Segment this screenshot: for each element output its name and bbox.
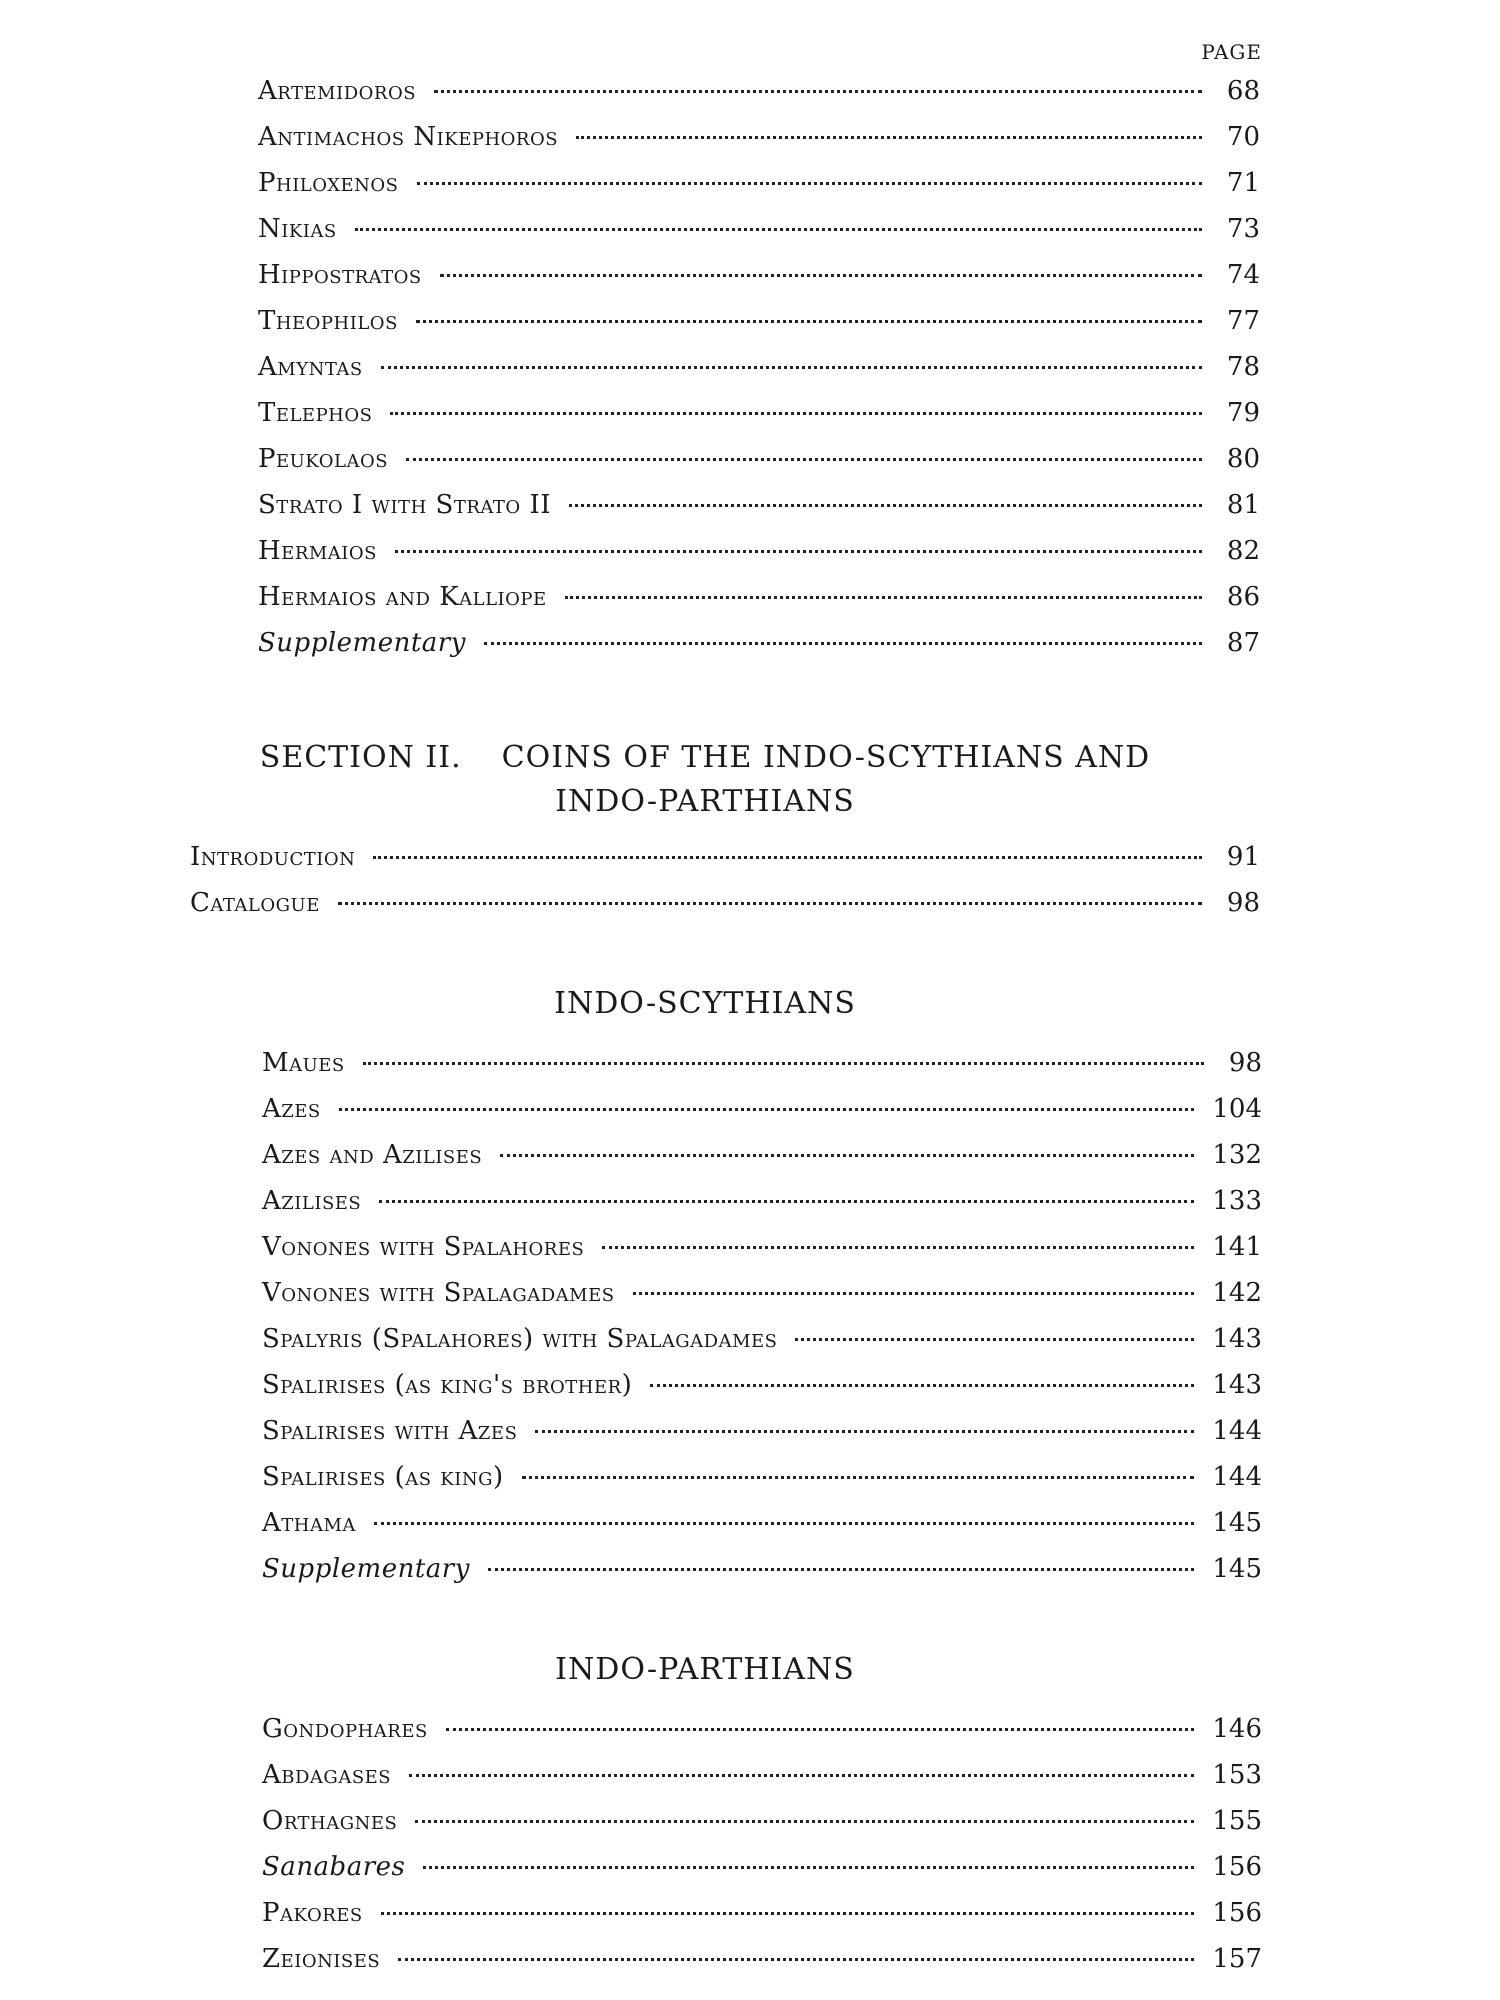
dot-leader xyxy=(488,1567,1194,1571)
dot-leader xyxy=(381,1911,1195,1915)
toc-entry-title: Theophilos xyxy=(258,306,398,336)
toc-entry xyxy=(262,1760,1262,1806)
toc-entry-title: Supplementary xyxy=(258,628,466,658)
toc-entry-title: Amyntas xyxy=(258,352,363,382)
toc-entry xyxy=(258,122,1260,168)
dot-leader xyxy=(363,1061,1204,1065)
page-column-header: PAGE xyxy=(1201,40,1262,64)
dot-leader xyxy=(381,365,1202,369)
toc-entry xyxy=(262,1416,1262,1462)
toc-entry-title: Maues xyxy=(262,1048,345,1078)
dot-leader xyxy=(440,273,1202,277)
toc-entry-title: Strato I with Strato II xyxy=(258,490,551,520)
toc-entry xyxy=(258,398,1260,444)
dot-leader xyxy=(522,1475,1195,1479)
toc-entry xyxy=(258,490,1260,536)
toc-entry xyxy=(262,1140,1262,1186)
toc-entry-title: Antimachos Nikephoros xyxy=(258,122,559,152)
dot-leader xyxy=(434,89,1202,93)
toc-entry xyxy=(258,260,1260,306)
dot-leader xyxy=(484,641,1202,645)
toc-entry-title: Peukolaos xyxy=(258,444,389,474)
toc-entry-title: Azes xyxy=(262,1094,321,1124)
toc-entry xyxy=(262,1462,1262,1508)
toc-entry xyxy=(258,168,1260,214)
toc-entry-title: Orthagnes xyxy=(262,1806,398,1836)
dot-leader xyxy=(633,1291,1195,1295)
toc-entry-title: Catalogue xyxy=(190,888,320,918)
table-of-contents xyxy=(0,76,1500,1990)
dot-leader xyxy=(446,1727,1195,1731)
toc-entry xyxy=(258,76,1260,122)
toc-entry-title: Athama xyxy=(262,1508,356,1538)
dot-leader xyxy=(406,457,1202,461)
toc-entry-page-number: 71 xyxy=(1226,168,1260,198)
toc-entry-title: Pakores xyxy=(262,1898,363,1928)
toc-entry-page-number: 68 xyxy=(1226,76,1260,106)
dot-leader xyxy=(379,1199,1194,1203)
toc-entry-title: Hermaios and Kalliope xyxy=(258,582,547,612)
toc-entry-title: Zeionises xyxy=(262,1944,381,1974)
toc-entry-title: Telephos xyxy=(258,398,373,428)
toc-entry-page-number: 82 xyxy=(1226,536,1260,566)
section2-title-line1: COINS OF THE INDO-SCYTHIANS AND xyxy=(501,740,1151,775)
toc-entry xyxy=(262,1508,1262,1554)
dot-leader xyxy=(569,503,1202,507)
toc-entry-page-number: 81 xyxy=(1226,490,1260,520)
toc-entry xyxy=(262,1714,1262,1760)
dot-leader xyxy=(535,1429,1194,1433)
toc-entry-page-number: 141 xyxy=(1212,1232,1262,1262)
toc-entry-page-number: 144 xyxy=(1212,1416,1262,1446)
toc-entry-page-number: 145 xyxy=(1212,1554,1262,1584)
section2-entries xyxy=(0,842,1500,934)
toc-entry-page-number: 145 xyxy=(1212,1508,1262,1538)
toc-entry xyxy=(262,1370,1262,1416)
toc-entry xyxy=(262,1232,1262,1278)
toc-entry-title: Hippostratos xyxy=(258,260,422,290)
spacer xyxy=(0,1026,1500,1048)
toc-entry-page-number: 80 xyxy=(1226,444,1260,474)
section2-heading-line2 xyxy=(150,780,1260,824)
dot-leader xyxy=(415,1819,1194,1823)
toc-entry-page-number: 98 xyxy=(1226,888,1260,918)
toc-entry-page-number: 98 xyxy=(1228,1048,1262,1078)
toc-entry xyxy=(262,1898,1262,1944)
toc-entry xyxy=(262,1554,1262,1600)
toc-entry-page-number: 143 xyxy=(1212,1324,1262,1354)
toc-entry-title: Azilises xyxy=(262,1186,362,1216)
toc-entry-page-number: 144 xyxy=(1212,1462,1262,1492)
toc-entry-page-number: 155 xyxy=(1212,1806,1262,1836)
toc-entry-title: Sanabares xyxy=(262,1852,406,1882)
toc-entry xyxy=(262,1944,1262,1990)
indo-parthians-entries xyxy=(0,1714,1500,1990)
toc-entry-title: Vonones with Spalagadames xyxy=(262,1278,615,1308)
dot-leader xyxy=(409,1773,1194,1777)
toc-entry xyxy=(262,1094,1262,1140)
section1-entries xyxy=(0,76,1500,674)
dot-leader xyxy=(500,1153,1194,1157)
dot-leader xyxy=(423,1865,1194,1869)
toc-entry-page-number: 70 xyxy=(1226,122,1260,152)
spacer xyxy=(0,674,1500,736)
spacer xyxy=(0,824,1500,842)
toc-entry-title: Spalirises (as king) xyxy=(262,1462,504,1492)
dot-leader xyxy=(339,1107,1195,1111)
toc-entry-title: Hermaios xyxy=(258,536,377,566)
dot-leader xyxy=(355,227,1202,231)
toc-entry-page-number: 73 xyxy=(1226,214,1260,244)
toc-entry-page-number: 91 xyxy=(1226,842,1260,872)
toc-entry xyxy=(258,214,1260,260)
indo-parthians-heading: INDO-PARTHIANS xyxy=(555,1652,855,1687)
dot-leader xyxy=(390,411,1202,415)
toc-entry-title: Introduction xyxy=(190,842,356,872)
toc-entry-page-number: 74 xyxy=(1226,260,1260,290)
toc-entry xyxy=(262,1186,1262,1232)
indo-scythians-entries xyxy=(0,1048,1500,1600)
section2-heading xyxy=(150,736,1260,780)
toc-entry-page-number: 77 xyxy=(1226,306,1260,336)
dot-leader xyxy=(795,1337,1194,1341)
dot-leader xyxy=(416,319,1202,323)
toc-entry xyxy=(262,1324,1262,1370)
toc-entry-page-number: 133 xyxy=(1212,1186,1262,1216)
toc-entry-page-number: 157 xyxy=(1212,1944,1262,1974)
toc-entry-title: Artemidoros xyxy=(258,76,417,106)
toc-entry xyxy=(262,1852,1262,1898)
toc-entry xyxy=(258,352,1260,398)
toc-entry-title: Vonones with Spalahores xyxy=(262,1232,585,1262)
toc-entry-page-number: 153 xyxy=(1212,1760,1262,1790)
dot-leader xyxy=(602,1245,1194,1249)
spacer xyxy=(0,934,1500,982)
toc-entry-title: Nikias xyxy=(258,214,337,244)
toc-entry-page-number: 142 xyxy=(1212,1278,1262,1308)
dot-leader xyxy=(650,1383,1194,1387)
toc-entry-page-number: 143 xyxy=(1212,1370,1262,1400)
dot-leader xyxy=(398,1957,1194,1961)
dot-leader xyxy=(565,595,1202,599)
toc-entry-title: Spalyris (Spalahores) with Spalagadames xyxy=(262,1324,778,1354)
toc-entry xyxy=(190,842,1260,888)
toc-entry xyxy=(258,444,1260,490)
dot-leader xyxy=(395,549,1202,553)
toc-entry-title: Supplementary xyxy=(262,1554,470,1584)
toc-entry-title: Spalirises with Azes xyxy=(262,1416,518,1446)
dot-leader xyxy=(373,855,1202,859)
toc-entry-title: Abdagases xyxy=(262,1760,392,1790)
toc-entry xyxy=(262,1806,1262,1852)
toc-entry-title: Gondophares xyxy=(262,1714,428,1744)
section2-title-line2: INDO-PARTHIANS xyxy=(555,784,855,819)
indo-scythians-heading: INDO-SCYTHIANS xyxy=(554,986,856,1021)
spacer xyxy=(0,1692,1500,1714)
spacer xyxy=(0,1600,1500,1648)
toc-entry-title: Philoxenos xyxy=(258,168,399,198)
toc-entry-title: Azes and Azilises xyxy=(262,1140,483,1170)
toc-entry-page-number: 79 xyxy=(1226,398,1260,428)
toc-entry xyxy=(190,888,1260,934)
toc-entry-page-number: 78 xyxy=(1226,352,1260,382)
toc-entry xyxy=(258,536,1260,582)
dot-leader xyxy=(417,181,1203,185)
dot-leader xyxy=(338,901,1202,905)
toc-entry-page-number: 156 xyxy=(1212,1898,1262,1928)
toc-entry xyxy=(262,1048,1262,1094)
toc-entry-page-number: 132 xyxy=(1212,1140,1262,1170)
toc-entry-page-number: 87 xyxy=(1226,628,1260,658)
section2-number: SECTION II. xyxy=(259,740,462,775)
toc-entry xyxy=(262,1278,1262,1324)
dot-leader xyxy=(374,1521,1194,1525)
toc-entry-page-number: 156 xyxy=(1212,1852,1262,1882)
toc-entry xyxy=(258,306,1260,352)
toc-entry-title: Spalirises (as king's brother) xyxy=(262,1370,633,1400)
toc-entry-page-number: 146 xyxy=(1212,1714,1262,1744)
toc-entry xyxy=(258,628,1260,674)
toc-entry-page-number: 104 xyxy=(1212,1094,1262,1124)
dot-leader xyxy=(576,135,1202,139)
toc-entry xyxy=(258,582,1260,628)
toc-entry-page-number: 86 xyxy=(1226,582,1260,612)
